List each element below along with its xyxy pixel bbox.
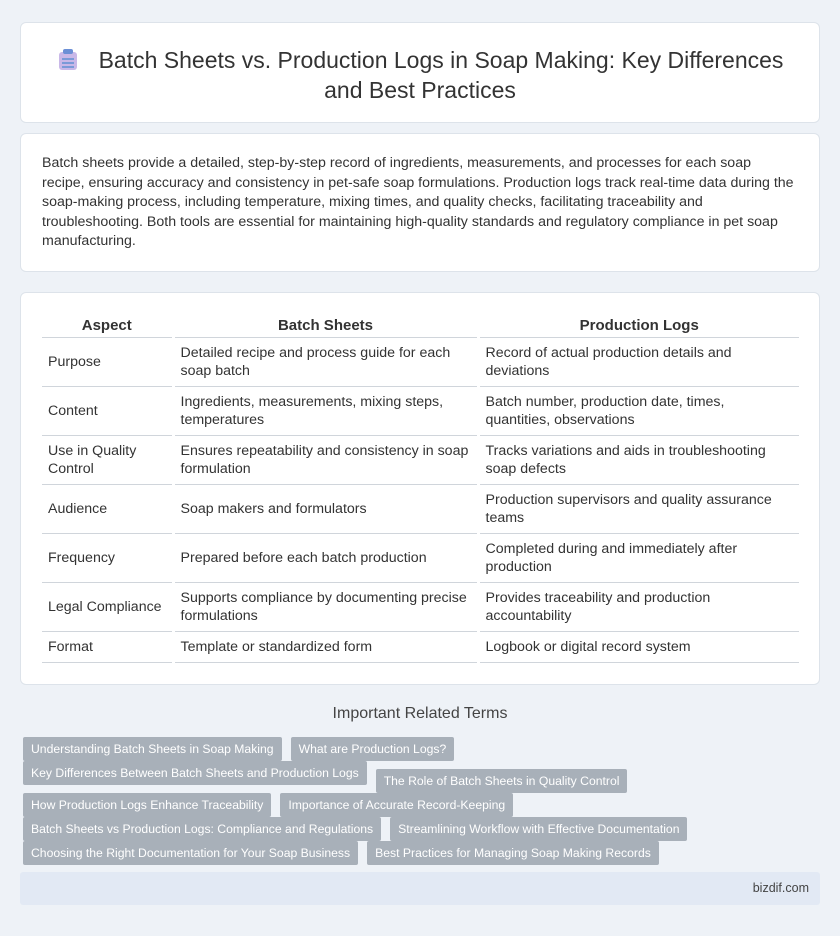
related-term-link[interactable]: How Production Logs Enhance Traceability <box>23 793 271 817</box>
table-cell: Content <box>42 386 173 435</box>
table-row <box>42 337 799 386</box>
table-cell: Logbook or digital record system <box>478 631 799 662</box>
table-cell: Frequency <box>42 533 173 582</box>
column-header-aspect: Aspect <box>42 317 173 337</box>
table-cell: Purpose <box>42 337 173 386</box>
table-cell: Completed during and immediately after production <box>478 533 799 582</box>
table-cell: Prepared before each batch production <box>173 533 478 582</box>
column-header-production-logs: Production Logs <box>478 317 799 337</box>
table-row <box>42 533 799 582</box>
related-terms-list <box>23 737 813 865</box>
intro-card <box>20 133 820 272</box>
table-cell: Detailed recipe and process guide for each soap batch <box>173 337 478 386</box>
related-term-link[interactable]: Key Differences Between Batch Sheets and Production Logs <box>23 761 367 785</box>
table-cell: Production supervisors and quality assurance teams <box>478 484 799 533</box>
related-term-link[interactable]: Best Practices for Managing Soap Making Records <box>367 841 659 865</box>
table-row <box>42 631 799 662</box>
related-terms-row <box>23 737 813 780</box>
related-term-link[interactable]: Understanding Batch Sheets in Soap Making <box>23 737 282 761</box>
document-list-icon <box>57 49 79 71</box>
table-cell: Template or standardized form <box>173 631 478 662</box>
table-cell: Provides traceability and production accountability <box>478 582 799 631</box>
related-term-link[interactable]: Importance of Accurate Record-Keeping <box>280 793 513 817</box>
table-row <box>42 582 799 631</box>
page-title <box>21 45 819 105</box>
table-cell: Supports compliance by documenting precise formulations <box>173 582 478 631</box>
page-title-text: Batch Sheets vs. Production Logs in Soap Making: Key Differences and Best Practices <box>98 47 784 103</box>
table-row <box>42 484 799 533</box>
related-term-link[interactable]: Choosing the Right Documentation for Your Soap Business <box>23 841 358 865</box>
intro-paragraph: Batch sheets provide a detailed, step-by-step record of ingredients, measurements, and processes for each soap recipe, ensuring accuracy and consistency in pet-safe soap formulations. Production logs track real-time data during the soap-making process, including temperature, mixing times, and quality checks, facilitating traceability and troubleshooting. Both tools are essential for maintaining high-quality standards and regulatory compliance in pet soap manufacturing. <box>42 155 794 249</box>
table-cell: Ensures repeatability and consistency in soap formulation <box>173 435 478 484</box>
related-term-link[interactable]: Batch Sheets vs Production Logs: Compliance and Regulations <box>23 817 381 841</box>
table-cell: Record of actual production details and deviations <box>478 337 799 386</box>
table-cell: Tracks variations and aids in troubleshooting soap defects <box>478 435 799 484</box>
table-header-row <box>42 317 799 337</box>
table-row <box>42 386 799 435</box>
table-cell: Batch number, production date, times, quantities, observations <box>478 386 799 435</box>
comparison-table-card <box>20 292 820 685</box>
table-cell: Format <box>42 631 173 662</box>
related-term-link[interactable]: What are Production Logs? <box>291 737 455 761</box>
table-cell: Audience <box>42 484 173 533</box>
comparison-table <box>42 317 799 663</box>
footer-bar <box>20 872 820 905</box>
related-term-link[interactable]: The Role of Batch Sheets in Quality Control <box>376 769 628 793</box>
related-terms-heading: Important Related Terms <box>332 705 508 722</box>
related-term-link[interactable]: Streamlining Workflow with Effective Documentation <box>390 817 687 841</box>
table-cell: Legal Compliance <box>42 582 173 631</box>
table-cell: Use in Quality Control <box>42 435 173 484</box>
footer-site-name: bizdif.com <box>752 881 809 895</box>
table-cell: Ingredients, measurements, mixing steps, temperatures <box>173 386 478 435</box>
header-card <box>20 22 820 123</box>
column-header-batch-sheets: Batch Sheets <box>173 317 478 337</box>
table-row <box>42 435 799 484</box>
table-cell: Soap makers and formulators <box>173 484 478 533</box>
